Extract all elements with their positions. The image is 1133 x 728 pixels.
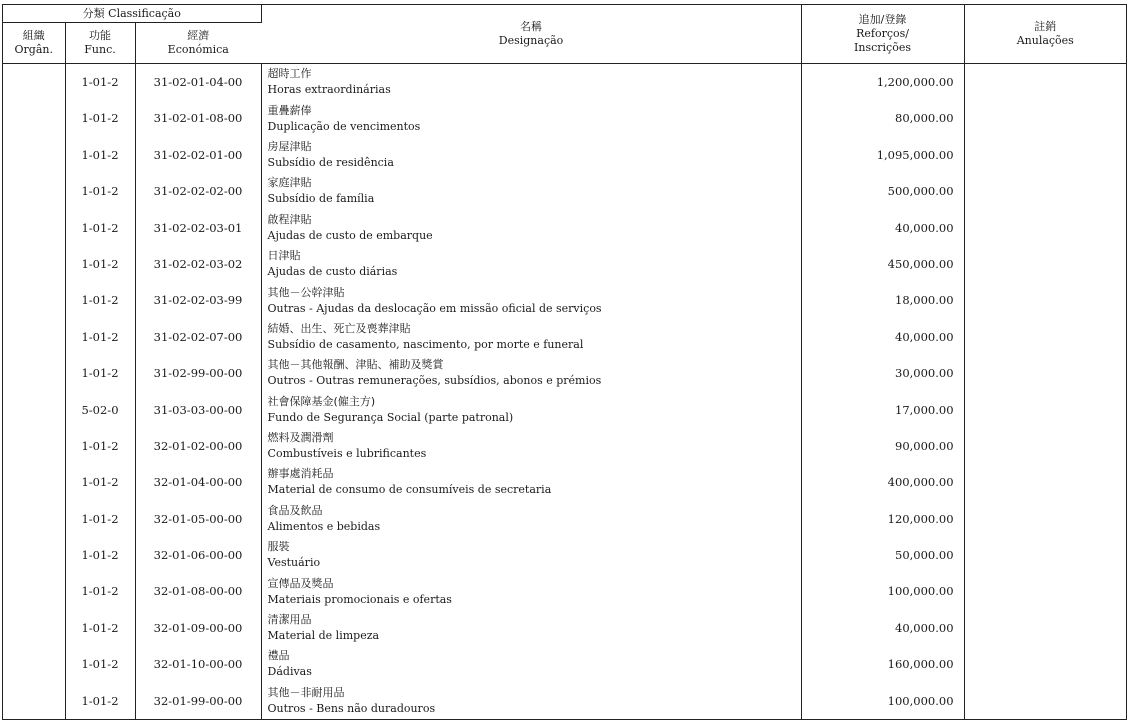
designation-portuguese: Vestuário	[267, 556, 321, 570]
designation-cell	[261, 137, 801, 173]
organic-code-cell	[3, 646, 65, 682]
table-row	[3, 137, 1126, 173]
functional-code-cell: 1-01-2	[65, 355, 135, 391]
designation-cell	[261, 64, 801, 101]
reinforcement-amount-cell: 40,000.00	[801, 319, 964, 355]
designation-cell	[261, 392, 801, 428]
functional-code-cell: 1-01-2	[65, 210, 135, 246]
functional-code-cell: 1-01-2	[65, 246, 135, 282]
designation-cell	[261, 210, 801, 246]
designation-cell	[261, 537, 801, 573]
designation-portuguese: Dádivas	[267, 665, 312, 679]
reinforcement-amount-cell: 100,000.00	[801, 573, 964, 609]
annulment-amount-cell	[964, 355, 1126, 391]
designation-cell	[261, 646, 801, 682]
designation-chinese: 其他－公幹津貼	[267, 285, 345, 299]
functional-code-cell: 1-01-2	[65, 464, 135, 500]
functional-code-cell: 1-01-2	[65, 282, 135, 318]
economic-code-cell: 31-02-02-03-02	[135, 246, 261, 282]
designation-cell	[261, 246, 801, 282]
annulment-amount-cell	[964, 137, 1126, 173]
economic-code-cell: 31-02-02-01-00	[135, 137, 261, 173]
annulment-amount-cell	[964, 246, 1126, 282]
economic-code-cell: 31-03-03-00-00	[135, 392, 261, 428]
designation-chinese: 禮品	[267, 649, 290, 663]
designation-cell	[261, 683, 801, 719]
organic-code-cell	[3, 246, 65, 282]
functional-code-cell: 1-01-2	[65, 537, 135, 573]
annulment-amount-cell	[964, 464, 1126, 500]
designation-portuguese: Material de limpeza	[267, 629, 380, 643]
designation-chinese: 啟程津貼	[267, 212, 312, 226]
designation-portuguese: Alimentos e bebidas	[267, 519, 381, 533]
designation-portuguese: Material de consumo de consumíveis de secretaria	[267, 483, 552, 497]
economic-code-cell: 31-02-02-07-00	[135, 319, 261, 355]
functional-code-cell: 1-01-2	[65, 100, 135, 136]
designation-chinese: 超時工作	[267, 67, 312, 81]
annulment-amount-cell	[964, 282, 1126, 318]
functional-code-cell: 5-02-0	[65, 392, 135, 428]
organic-code-cell	[3, 428, 65, 464]
economic-code-cell: 32-01-99-00-00	[135, 683, 261, 719]
designation-chinese: 服裝	[267, 540, 290, 554]
organic-code-cell	[3, 683, 65, 719]
designation-portuguese: Outros - Bens não duradouros	[267, 701, 436, 715]
annulment-amount-cell	[964, 683, 1126, 719]
organic-code-cell	[3, 173, 65, 209]
designation-cell	[261, 282, 801, 318]
reinforcement-amount-cell: 80,000.00	[801, 100, 964, 136]
reinforcement-amount-cell: 1,095,000.00	[801, 137, 964, 173]
organic-header: 組織 Orgân.	[3, 23, 65, 64]
organic-code-cell	[3, 100, 65, 136]
designation-chinese: 辦事處消耗品	[267, 467, 334, 481]
designation-chinese: 清潔用品	[267, 613, 312, 627]
table-row	[3, 319, 1126, 355]
reinforcement-amount-cell: 500,000.00	[801, 173, 964, 209]
economic-code-cell: 32-01-04-00-00	[135, 464, 261, 500]
table-row	[3, 501, 1126, 537]
reinforcement-amount-cell: 120,000.00	[801, 501, 964, 537]
reinforcement-amount-cell: 40,000.00	[801, 210, 964, 246]
functional-code-cell: 1-01-2	[65, 501, 135, 537]
designation-chinese: 重疊薪俸	[267, 103, 312, 117]
table-row	[3, 428, 1126, 464]
table-row	[3, 646, 1126, 682]
table-row	[3, 683, 1126, 719]
annulment-amount-cell	[964, 392, 1126, 428]
organic-code-cell	[3, 319, 65, 355]
functional-code-cell: 1-01-2	[65, 319, 135, 355]
annulment-amount-cell	[964, 319, 1126, 355]
table-row	[3, 537, 1126, 573]
designation-cell	[261, 355, 801, 391]
designation-chinese: 日津貼	[267, 249, 301, 263]
organic-code-cell	[3, 464, 65, 500]
table-row	[3, 392, 1126, 428]
designation-chinese: 社會保障基金(僱主方)	[267, 394, 376, 408]
organic-code-cell	[3, 501, 65, 537]
table-body	[3, 64, 1126, 720]
economic-code-cell: 32-01-09-00-00	[135, 610, 261, 646]
designation-portuguese: Ajudas de custo de embarque	[267, 228, 433, 242]
designation-chinese: 其他－其他報酬、津貼、補助及獎賞	[267, 358, 444, 372]
designation-cell	[261, 173, 801, 209]
organic-code-cell	[3, 355, 65, 391]
reinforcement-amount-cell: 160,000.00	[801, 646, 964, 682]
annulment-amount-cell	[964, 646, 1126, 682]
table-row	[3, 64, 1126, 101]
budget-table	[3, 5, 1126, 719]
functional-code-cell: 1-01-2	[65, 137, 135, 173]
designation-portuguese: Combustíveis e lubrificantes	[267, 447, 427, 461]
economic-header: 經濟 Económica	[135, 23, 261, 64]
table-row	[3, 610, 1126, 646]
organic-code-cell	[3, 210, 65, 246]
designation-cell	[261, 610, 801, 646]
designation-chinese: 宣傳品及獎品	[267, 576, 334, 590]
table-row	[3, 100, 1126, 136]
annulments-header: 註銷 Anulações	[964, 5, 1126, 64]
classification-header: 分類 Classificação	[3, 5, 261, 23]
reinforcement-amount-cell: 450,000.00	[801, 246, 964, 282]
annulment-amount-cell	[964, 64, 1126, 101]
designation-portuguese: Subsídio de casamento, nascimento, por morte e funeral	[267, 337, 584, 351]
annulment-amount-cell	[964, 610, 1126, 646]
designation-chinese: 食品及飲品	[267, 503, 323, 517]
economic-code-cell: 32-01-05-00-00	[135, 501, 261, 537]
economic-code-cell: 32-01-06-00-00	[135, 537, 261, 573]
designation-portuguese: Fundo de Segurança Social (parte patronal)	[267, 410, 514, 424]
organic-code-cell	[3, 137, 65, 173]
annulment-amount-cell	[964, 573, 1126, 609]
annulment-amount-cell	[964, 100, 1126, 136]
economic-code-cell: 31-02-01-08-00	[135, 100, 261, 136]
reinforcement-amount-cell: 18,000.00	[801, 282, 964, 318]
reinforcement-amount-cell: 90,000.00	[801, 428, 964, 464]
budget-document	[2, 4, 1127, 720]
table-row	[3, 173, 1126, 209]
designation-cell	[261, 573, 801, 609]
designation-cell	[261, 428, 801, 464]
designation-cell	[261, 100, 801, 136]
reinforcement-amount-cell: 400,000.00	[801, 464, 964, 500]
table-row	[3, 573, 1126, 609]
economic-code-cell: 32-01-08-00-00	[135, 573, 261, 609]
annulment-amount-cell	[964, 537, 1126, 573]
economic-code-cell: 31-02-99-00-00	[135, 355, 261, 391]
designation-portuguese: Subsídio de família	[267, 192, 375, 206]
reinforcement-amount-cell: 40,000.00	[801, 610, 964, 646]
functional-header: 功能 Func.	[65, 23, 135, 64]
designation-cell	[261, 319, 801, 355]
annulment-amount-cell	[964, 501, 1126, 537]
designation-chinese: 結婚、出生、死亡及喪葬津貼	[267, 321, 411, 335]
designation-chinese: 房屋津貼	[267, 139, 312, 153]
organic-code-cell	[3, 282, 65, 318]
designation-cell	[261, 501, 801, 537]
reinforcement-amount-cell: 50,000.00	[801, 537, 964, 573]
designation-chinese: 家庭津貼	[267, 176, 312, 190]
economic-code-cell: 32-01-10-00-00	[135, 646, 261, 682]
table-row	[3, 282, 1126, 318]
economic-code-cell: 31-02-02-02-00	[135, 173, 261, 209]
designation-portuguese: Ajudas de custo diárias	[267, 265, 398, 279]
table-header	[3, 5, 1126, 64]
reinforcement-amount-cell: 100,000.00	[801, 683, 964, 719]
functional-code-cell: 1-01-2	[65, 610, 135, 646]
reinforcement-amount-cell: 30,000.00	[801, 355, 964, 391]
designation-portuguese: Outros - Outras remunerações, subsídios, abonos e prémios	[267, 374, 602, 388]
functional-code-cell: 1-01-2	[65, 64, 135, 101]
reinforcement-amount-cell: 1,200,000.00	[801, 64, 964, 101]
annulment-amount-cell	[964, 173, 1126, 209]
organic-code-cell	[3, 392, 65, 428]
reinforcement-amount-cell: 17,000.00	[801, 392, 964, 428]
functional-code-cell: 1-01-2	[65, 573, 135, 609]
functional-code-cell: 1-01-2	[65, 646, 135, 682]
designation-portuguese: Materiais promocionais e ofertas	[267, 592, 452, 606]
economic-code-cell: 31-02-02-03-01	[135, 210, 261, 246]
organic-code-cell	[3, 64, 65, 101]
designation-portuguese: Outras - Ajudas da deslocação em missão oficial de serviços	[267, 301, 602, 315]
designation-chinese: 燃料及潤滑劑	[267, 431, 334, 445]
organic-code-cell	[3, 610, 65, 646]
organic-code-cell	[3, 573, 65, 609]
economic-code-cell: 31-02-02-03-99	[135, 282, 261, 318]
annulment-amount-cell	[964, 428, 1126, 464]
designation-cell	[261, 464, 801, 500]
designation-portuguese: Duplicação de vencimentos	[267, 119, 421, 133]
designation-portuguese: Horas extraordinárias	[267, 83, 391, 97]
economic-code-cell: 32-01-02-00-00	[135, 428, 261, 464]
organic-code-cell	[3, 537, 65, 573]
table-row	[3, 355, 1126, 391]
table-row	[3, 464, 1126, 500]
reinforcements-header: 追加/登錄 Reforços/ Inscrições	[801, 5, 964, 64]
annulment-amount-cell	[964, 210, 1126, 246]
table-row	[3, 246, 1126, 282]
designation-header: 名稱 Designação	[261, 5, 801, 64]
economic-code-cell: 31-02-01-04-00	[135, 64, 261, 101]
designation-chinese: 其他－非耐用品	[267, 685, 345, 699]
functional-code-cell: 1-01-2	[65, 683, 135, 719]
functional-code-cell: 1-01-2	[65, 173, 135, 209]
functional-code-cell: 1-01-2	[65, 428, 135, 464]
table-row	[3, 210, 1126, 246]
designation-portuguese: Subsídio de residência	[267, 155, 394, 169]
